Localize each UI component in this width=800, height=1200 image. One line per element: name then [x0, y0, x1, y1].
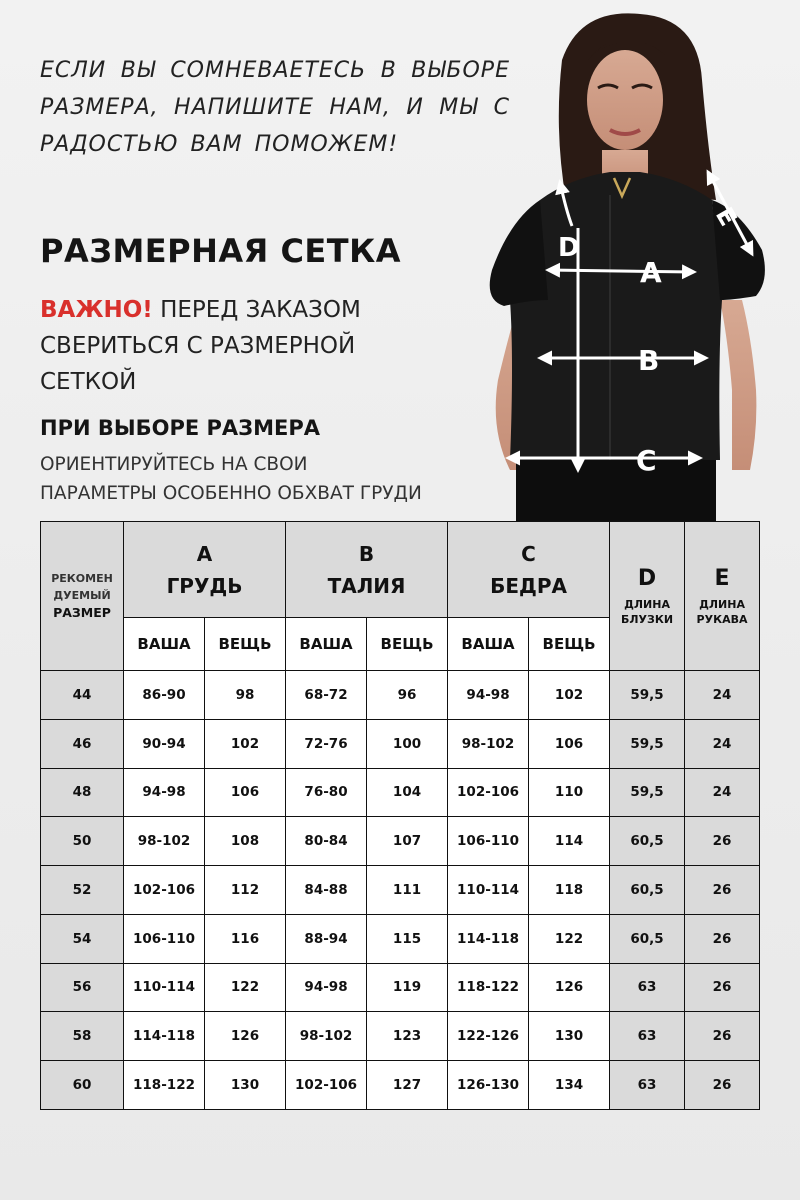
waist-item-cell: 123: [367, 1012, 448, 1061]
chest-item-cell: 102: [205, 719, 286, 768]
waist-item-cell: 111: [367, 866, 448, 915]
intro-word: СОМНЕВАЕТЕСЬ: [170, 58, 367, 83]
hips-item-cell: 126: [529, 963, 610, 1012]
chest-yours-cell: 94-98: [124, 768, 205, 817]
table-row: [41, 719, 760, 768]
table-row: [41, 817, 760, 866]
sleeve-cell: 26: [685, 1012, 760, 1061]
chest-item-cell: 108: [205, 817, 286, 866]
size-cell: 50: [41, 817, 124, 866]
left-sleeve: [490, 200, 548, 306]
intro-text: [40, 52, 510, 163]
rec-header-text: РАЗМЕР: [53, 605, 111, 620]
intro-word: ВЫБОРЕ: [411, 58, 510, 83]
important-label: ВАЖНО!: [40, 297, 153, 323]
label-e: E: [709, 202, 743, 231]
chest-item-cell: 106: [205, 768, 286, 817]
group-letter: A: [196, 541, 213, 566]
table-row: [41, 1061, 760, 1110]
chest-item-cell: 112: [205, 866, 286, 915]
chest-item-cell: 130: [205, 1061, 286, 1110]
waist-yours-cell: 102-106: [286, 1061, 367, 1110]
hips-yours-cell: 102-106: [448, 768, 529, 817]
intro-word: РАДОСТЬЮ: [40, 132, 179, 157]
size-cell: 58: [41, 1012, 124, 1061]
chest-item-header: ВЕЩЬ: [205, 618, 286, 671]
group-header-hips: [448, 522, 610, 618]
intro-word: РАЗМЕРА,: [40, 95, 159, 120]
sleeve-cell: 24: [685, 719, 760, 768]
sleeve-cell: 26: [685, 817, 760, 866]
size-rows: [41, 671, 760, 1110]
chest-item-cell: 116: [205, 914, 286, 963]
intro-word: И: [406, 95, 424, 120]
group-letter: C: [521, 541, 536, 566]
rec-header-text: РЕКОМЕН: [51, 572, 113, 585]
label-c: C: [636, 444, 657, 477]
page-title: РАЗМЕРНАЯ СЕТКА: [40, 232, 402, 270]
waist-yours-cell: 88-94: [286, 914, 367, 963]
size-hint: [40, 450, 480, 508]
hips-yours-cell: 98-102: [448, 719, 529, 768]
hips-item-cell: 114: [529, 817, 610, 866]
length-cell: 60,5: [610, 866, 685, 915]
group-name: БЕДРА: [490, 573, 567, 598]
size-cell: 44: [41, 671, 124, 720]
length-cell: 59,5: [610, 719, 685, 768]
size-cell: 60: [41, 1061, 124, 1110]
hips-item-cell: 102: [529, 671, 610, 720]
hips-yours-cell: 126-130: [448, 1061, 529, 1110]
waist-item-cell: 104: [367, 768, 448, 817]
hips-yours-cell: 118-122: [448, 963, 529, 1012]
length-cell: 63: [610, 1061, 685, 1110]
chest-item-cell: 126: [205, 1012, 286, 1061]
hips-item-cell: 122: [529, 914, 610, 963]
sleeve-header: [685, 522, 760, 671]
waist-item-cell: 100: [367, 719, 448, 768]
length-cell: 63: [610, 1012, 685, 1061]
intro-line-1: [40, 52, 510, 89]
hips-yours-cell: 122-126: [448, 1012, 529, 1061]
intro-word: ПОМОЖЕМ!: [254, 132, 399, 157]
sleeve-cell: 24: [685, 671, 760, 720]
size-cell: 46: [41, 719, 124, 768]
waist-yours-cell: 84-88: [286, 866, 367, 915]
length-letter: D: [637, 565, 657, 591]
sleeve-cell: 26: [685, 963, 760, 1012]
hips-yours-cell: 106-110: [448, 817, 529, 866]
chest-yours-cell: 114-118: [124, 1012, 205, 1061]
waist-item-cell: 96: [367, 671, 448, 720]
length-label: ДЛИНА: [624, 597, 670, 611]
group-letter: B: [358, 541, 375, 566]
chest-yours-header: ВАША: [124, 618, 205, 671]
sleeve-letter: E: [714, 565, 730, 591]
sleeve-cell: 26: [685, 1061, 760, 1110]
table-row: [41, 963, 760, 1012]
right-arm: [720, 300, 756, 470]
hint-line: ОРИЕНТИРУЙТЕСЬ НА СВОИ: [40, 454, 308, 475]
group-name: ТАЛИЯ: [327, 573, 406, 598]
group-name: ГРУДЬ: [166, 573, 243, 598]
size-cell: 56: [41, 963, 124, 1012]
sleeve-label: ДЛИНА: [699, 597, 745, 611]
rec-header-text: ДУЕМЫЙ: [53, 589, 111, 602]
sleeve-cell: 26: [685, 914, 760, 963]
group-header-chest: [124, 522, 286, 618]
intro-word: ЕСЛИ: [40, 58, 107, 83]
hips-item-cell: 106: [529, 719, 610, 768]
hint-line: ПАРАМЕТРЫ ОСОБЕННО ОБХВАТ ГРУДИ: [40, 483, 422, 504]
waist-yours-cell: 72-76: [286, 719, 367, 768]
table-row: [41, 1012, 760, 1061]
waist-item-header: ВЕЩЬ: [367, 618, 448, 671]
waist-item-cell: 115: [367, 914, 448, 963]
waist-yours-header: ВАША: [286, 618, 367, 671]
size-cell: 52: [41, 866, 124, 915]
blouse: [510, 172, 722, 460]
chest-yours-cell: 90-94: [124, 719, 205, 768]
sleeve-label: РУКАВА: [696, 612, 748, 626]
label-a: A: [640, 256, 662, 289]
chest-item-cell: 98: [205, 671, 286, 720]
length-label: БЛУЗКИ: [621, 612, 674, 626]
hips-yours-cell: 94-98: [448, 671, 529, 720]
important-text: СЕТКОЙ: [40, 369, 137, 395]
length-cell: 60,5: [610, 914, 685, 963]
waist-item-cell: 119: [367, 963, 448, 1012]
choose-size-heading: ПРИ ВЫБОРЕ РАЗМЕРА: [40, 416, 320, 440]
length-cell: 59,5: [610, 768, 685, 817]
size-cell: 48: [41, 768, 124, 817]
intro-word: ВАМ: [190, 132, 243, 157]
intro-word: В: [380, 58, 397, 83]
hips-item-header: ВЕЩЬ: [529, 618, 610, 671]
chest-item-cell: 122: [205, 963, 286, 1012]
chest-yours-cell: 118-122: [124, 1061, 205, 1110]
table-row: [41, 768, 760, 817]
important-text: ПЕРЕД ЗАКАЗОМ: [152, 297, 361, 323]
waist-yours-cell: 76-80: [286, 768, 367, 817]
important-text: СВЕРИТЬСЯ С РАЗМЕРНОЙ: [40, 333, 356, 359]
waist-item-cell: 127: [367, 1061, 448, 1110]
label-b: B: [638, 344, 660, 377]
chest-yours-cell: 110-114: [124, 963, 205, 1012]
length-cell: 63: [610, 963, 685, 1012]
intro-word: НАМ,: [329, 95, 391, 120]
table-row: [41, 914, 760, 963]
label-d: D: [558, 233, 580, 263]
length-cell: 60,5: [610, 817, 685, 866]
chest-yours-cell: 106-110: [124, 914, 205, 963]
intro-line-3: [40, 126, 510, 163]
hips-item-cell: 110: [529, 768, 610, 817]
intro-word: НАПИШИТЕ: [174, 95, 314, 120]
table-row: [41, 671, 760, 720]
hips-item-cell: 130: [529, 1012, 610, 1061]
waist-yours-cell: 80-84: [286, 817, 367, 866]
hips-yours-cell: 114-118: [448, 914, 529, 963]
table-row: [41, 866, 760, 915]
hips-yours-header: ВАША: [448, 618, 529, 671]
sleeve-cell: 26: [685, 866, 760, 915]
length-cell: 59,5: [610, 671, 685, 720]
waist-yours-cell: 98-102: [286, 1012, 367, 1061]
length-header: [610, 522, 685, 671]
recommended-size-header: [41, 522, 124, 671]
chest-yours-cell: 102-106: [124, 866, 205, 915]
waist-yours-cell: 94-98: [286, 963, 367, 1012]
size-table: [40, 521, 760, 1110]
size-cell: 54: [41, 914, 124, 963]
hips-item-cell: 118: [529, 866, 610, 915]
intro-line-2: [40, 89, 510, 126]
chest-yours-cell: 98-102: [124, 817, 205, 866]
intro-word: С: [493, 95, 510, 120]
waist-item-cell: 107: [367, 817, 448, 866]
chest-yours-cell: 86-90: [124, 671, 205, 720]
hips-yours-cell: 110-114: [448, 866, 529, 915]
hips-item-cell: 134: [529, 1061, 610, 1110]
model-photo: [470, 0, 800, 522]
important-notice: [40, 292, 460, 400]
group-header-waist: [286, 522, 448, 618]
sleeve-cell: 24: [685, 768, 760, 817]
intro-word: ВЫ: [120, 58, 156, 83]
intro-word: МЫ: [439, 95, 479, 120]
waist-yours-cell: 68-72: [286, 671, 367, 720]
